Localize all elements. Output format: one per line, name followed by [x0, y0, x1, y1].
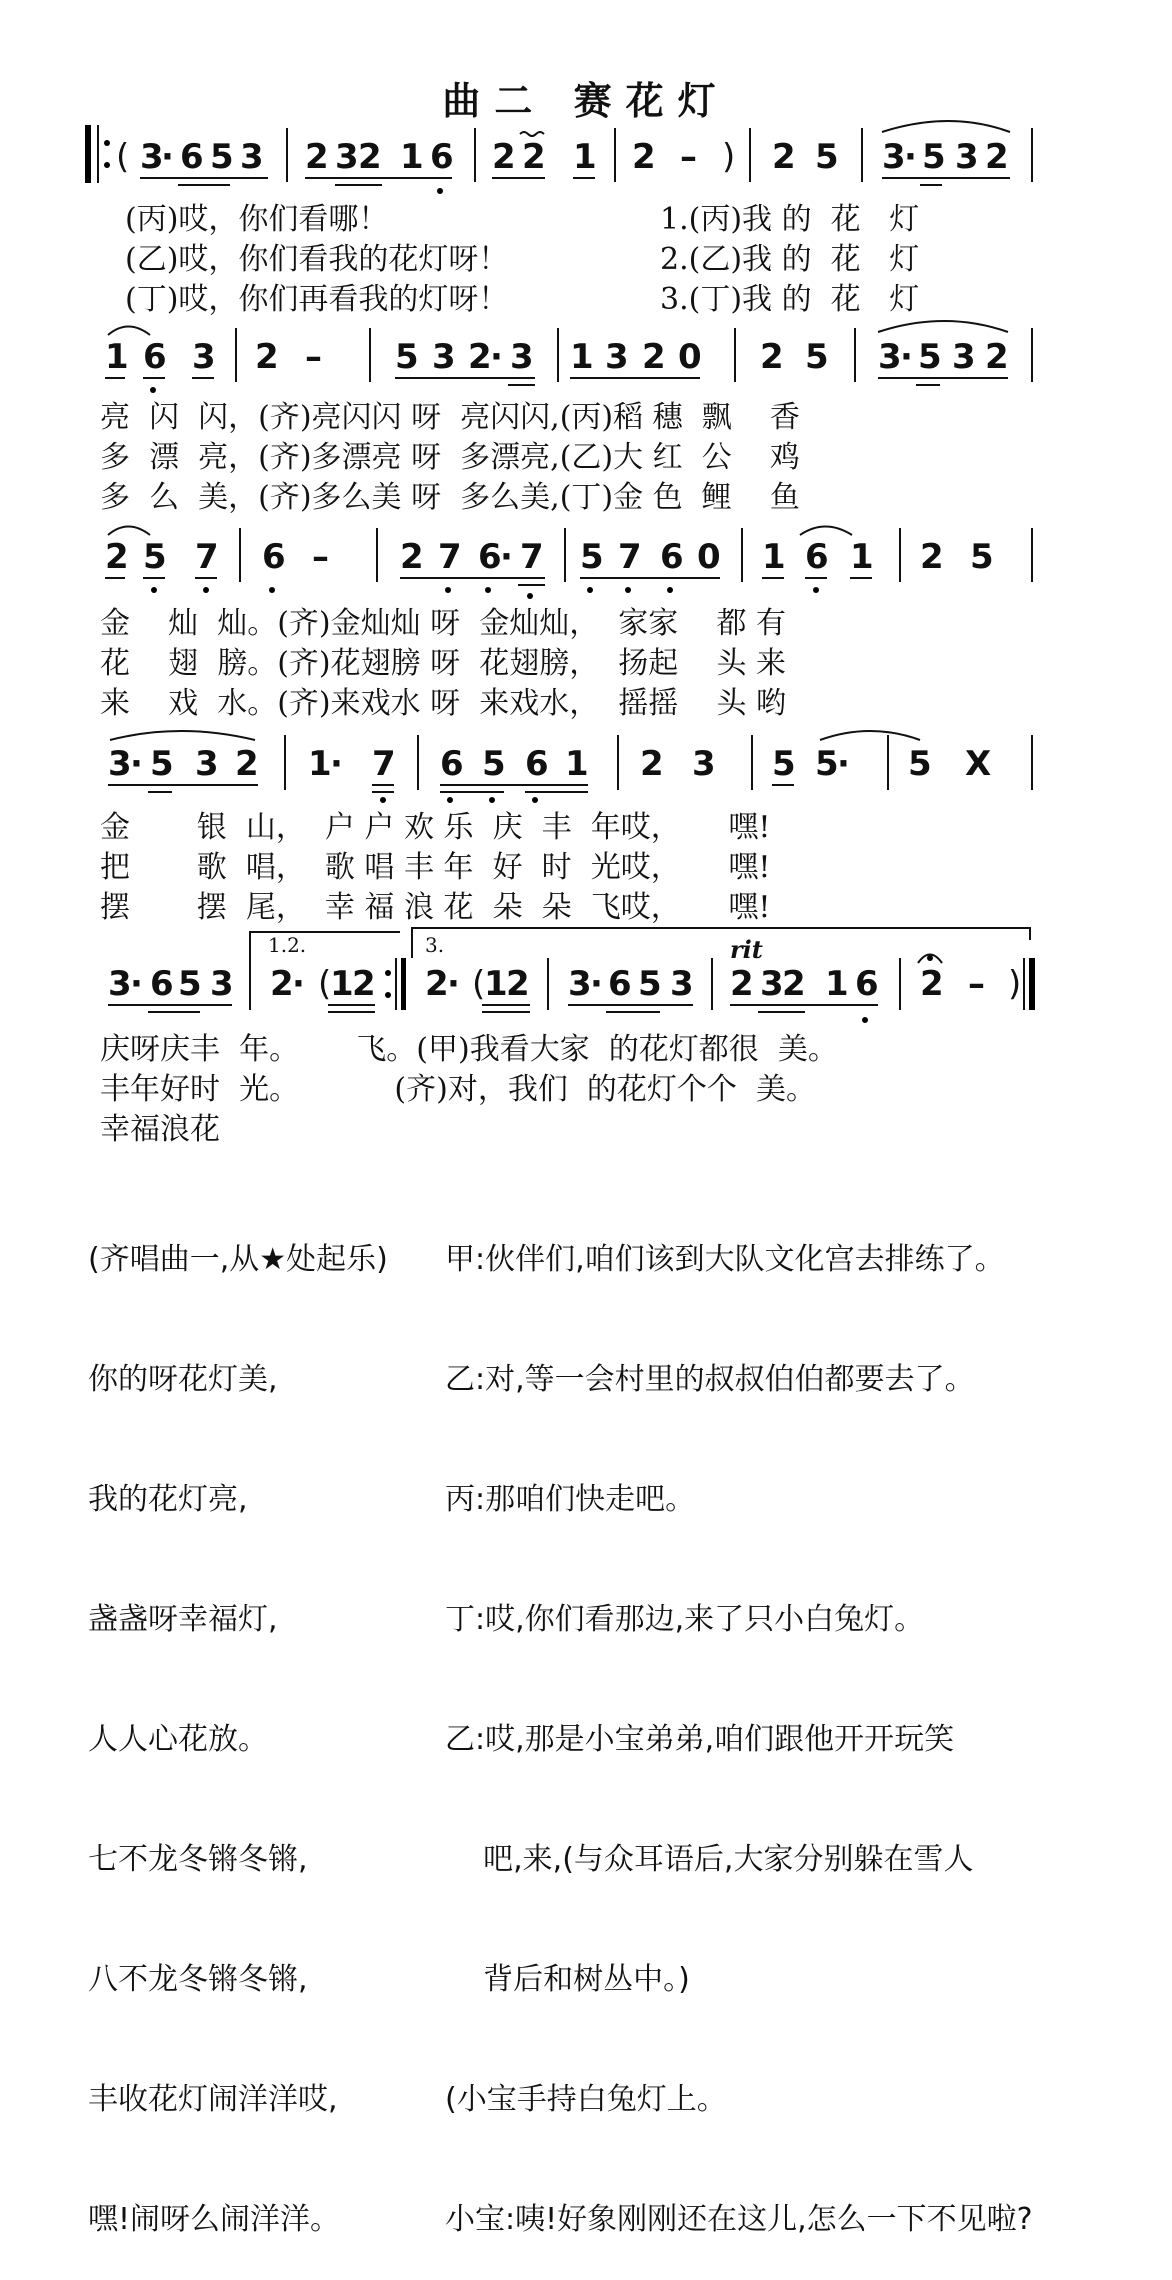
note: ·: [500, 537, 513, 577]
lyric-line: 金 银 山， 户 户 欢 乐 庆 丰 年哎， 嘿!: [100, 810, 771, 845]
note: 5: [482, 744, 506, 784]
note: 1: [400, 137, 424, 177]
text-line: 八不龙冬锵冬锵,: [88, 1962, 308, 1997]
lyric-line: 幸福浪花: [100, 1112, 220, 1147]
note: 5: [918, 337, 942, 377]
lyric-line: (乙)哎，你们看我的花灯呀！: [125, 242, 509, 277]
note: 2: [492, 137, 516, 177]
note: 3: [955, 137, 979, 177]
note: 3: [335, 137, 359, 177]
note: 5: [815, 744, 839, 784]
text-line: 丰收花灯闹洋洋哎,: [88, 2082, 338, 2117]
dialogue-column: [445, 1160, 1033, 2280]
note: 6: [805, 537, 829, 577]
note: 3: [605, 337, 629, 377]
note: (: [318, 964, 332, 1004]
text-line: (齐唱曲一,从★处起乐): [88, 1242, 388, 1277]
system-2: [105, 321, 1032, 393]
note: 3: [760, 964, 784, 1004]
note: (: [472, 964, 486, 1004]
note: 1: [570, 337, 594, 377]
note: 3: [210, 964, 234, 1004]
lyric-line: 摆 摆 尾， 幸 福 浪 花 朵 朵 飞哎， 嘿!: [100, 890, 771, 925]
note: 5: [922, 137, 946, 177]
note: 2: [522, 137, 546, 177]
chorus-lyrics-column: [88, 1160, 388, 2280]
note: 2: [105, 537, 129, 577]
note: 6: [143, 337, 167, 377]
text-line: 你的呀花灯美,: [88, 1362, 278, 1397]
text-line: 乙:哎,那是小宝弟弟,咱们跟他开开玩笑: [445, 1722, 955, 1757]
rit-mark: rit: [730, 935, 763, 964]
note: 2: [772, 137, 796, 177]
text-line: 乙:对,等一会村里的叔叔伯伯都要去了。: [445, 1362, 975, 1397]
note: 5: [772, 744, 796, 784]
text-line: 吧,来,(与众耳语后,大家分别躲在雪人: [445, 1842, 974, 1877]
text-line: 我的花灯亮,: [88, 1482, 248, 1517]
note: X: [965, 744, 992, 784]
note: 6: [440, 744, 464, 784]
text-line: 七不龙冬锵冬锵,: [88, 1842, 308, 1877]
note: 5: [143, 537, 167, 577]
text-line: 甲:伙伴们,咱们该到大队文化宫去排练了。: [445, 1242, 1005, 1277]
note: ·: [837, 744, 850, 784]
lyric-line: 亮 闪 闪，(齐)亮闪闪 呀 亮闪闪,(丙)稻 穗 飘 香: [100, 400, 800, 435]
note: 2: [640, 744, 664, 784]
note: 5: [815, 137, 839, 177]
note: 2: [468, 337, 492, 377]
note: ·: [292, 964, 305, 1004]
note: 3: [510, 337, 534, 377]
note: 7: [438, 537, 462, 577]
note: 1: [330, 964, 354, 1004]
note: 2: [425, 964, 449, 1004]
note: 1: [484, 964, 508, 1004]
lyric-line: 3.(丁)我 的 花 灯: [660, 282, 920, 317]
note: 3: [108, 964, 132, 1004]
lyric-line: (丁)哎，你们再看我的灯呀！: [125, 282, 509, 317]
note: 2: [270, 964, 294, 1004]
note: ·: [490, 337, 503, 377]
lyric-line: (丙)哎，你们看哪！: [125, 202, 389, 237]
note: 5: [178, 964, 202, 1004]
note: 3: [670, 964, 694, 1004]
note: 2: [985, 337, 1009, 377]
note: 5: [210, 137, 234, 177]
note: 3: [240, 137, 264, 177]
note: 1: [573, 137, 597, 177]
note: –: [305, 337, 322, 377]
note: 6: [430, 137, 454, 177]
note: ·: [904, 137, 917, 177]
note: 0: [697, 537, 721, 577]
note: 5: [970, 537, 994, 577]
text-line: 盏盏呀幸福灯,: [88, 1602, 278, 1637]
note: 2: [255, 337, 279, 377]
note: 3: [882, 137, 906, 177]
note: 2: [506, 964, 530, 1004]
note: 3: [140, 137, 164, 177]
note: 2: [920, 537, 944, 577]
note: 2: [782, 964, 806, 1004]
note: ·: [330, 744, 343, 784]
note: 3: [108, 744, 132, 784]
note: 2: [642, 337, 666, 377]
lyric-line: 来 戏 水。(齐)来戏水 呀 来戏水， 摇摇 头 哟: [100, 686, 786, 721]
note: ·: [130, 964, 143, 1004]
note: 3: [432, 337, 456, 377]
note: 6: [150, 964, 174, 1004]
note: 7: [195, 537, 219, 577]
text-line: 丁:哎,你们看那边,来了只小白兔灯。: [445, 1602, 925, 1637]
note: 6: [478, 537, 502, 577]
text-line: 丙:那咱们快走吧。: [445, 1482, 696, 1517]
lyric-line: 2.(乙)我 的 花 灯: [660, 242, 920, 277]
note: 3: [568, 964, 592, 1004]
note: ): [1008, 964, 1022, 1004]
system-5: [108, 928, 1035, 1023]
text-line: 人人心花放。: [88, 1722, 268, 1757]
note: 3: [195, 744, 219, 784]
note: 7: [618, 537, 642, 577]
note: 2: [632, 137, 656, 177]
note: 6: [660, 537, 684, 577]
note: 2: [235, 744, 259, 784]
volta-1-label: 1.2.: [268, 933, 307, 957]
text-line: 背后和树丛中。): [445, 1962, 690, 1997]
note: 3: [952, 337, 976, 377]
note: 6: [525, 744, 549, 784]
note: 5: [638, 964, 662, 1004]
lyric-line: 丰年好时 光。 (齐)对，我们 的花灯个个 美。: [100, 1072, 816, 1107]
note: 2: [920, 964, 944, 1004]
note: 5: [150, 744, 174, 784]
note: 2: [985, 137, 1009, 177]
note: 2: [305, 137, 329, 177]
note: 1: [850, 537, 874, 577]
note: 3: [878, 337, 902, 377]
note: 6: [608, 964, 632, 1004]
lyric-line: 花 翅 膀。(齐)花翅膀 呀 花翅膀， 扬起 头 来: [100, 646, 786, 681]
note: –: [312, 537, 329, 577]
note: 7: [372, 744, 396, 784]
note: ·: [590, 964, 603, 1004]
note: 1: [308, 744, 332, 784]
system-1: [85, 121, 1032, 194]
lyric-line: 金 灿 灿。(齐)金灿灿 呀 金灿灿， 家家 都 有: [100, 606, 786, 641]
lyric-line: 多 么 美，(齐)多么美 呀 多么美,(丁)金 色 鲤 鱼: [100, 480, 800, 515]
lyric-line: 多 漂 亮，(齐)多漂亮 呀 多漂亮,(乙)大 红 公 鸡: [100, 440, 800, 475]
note: –: [968, 964, 985, 1004]
note: 6: [855, 964, 879, 1004]
note: ·: [447, 964, 460, 1004]
note: 0: [678, 337, 702, 377]
note: 2: [352, 964, 376, 1004]
note: 2: [400, 537, 424, 577]
lyric-line: 把 歌 唱， 歌 唱 丰 年 好 时 光哎， 嘿!: [100, 850, 771, 885]
note: 1: [565, 744, 589, 784]
note: (: [116, 137, 130, 177]
lyric-line: 1.(丙)我 的 花 灯: [660, 202, 920, 237]
note: 1: [825, 964, 849, 1004]
note: 2: [760, 337, 784, 377]
note: 3: [192, 337, 216, 377]
note: 2: [730, 964, 754, 1004]
note: 7: [520, 537, 544, 577]
note: ·: [130, 744, 143, 784]
note: 1: [105, 337, 129, 377]
text-line: 小宝:咦!好象刚刚还在这儿,怎么一下不见啦?: [445, 2202, 1033, 2237]
note: 3: [692, 744, 716, 784]
note: –: [680, 137, 697, 177]
note: 5: [908, 744, 932, 784]
song-title: 曲二 赛花灯: [442, 79, 730, 123]
note: 5: [805, 337, 829, 377]
note: 1: [762, 537, 786, 577]
note: ): [722, 137, 736, 177]
note: 2: [358, 137, 382, 177]
lyric-line: 庆呀庆丰 年。 飞。(甲)我看大家 的花灯都很 美。: [100, 1032, 838, 1067]
volta-2-label: 3.: [425, 933, 445, 957]
note: 6: [262, 537, 286, 577]
text-line: 嘿!闹呀么闹洋洋。: [88, 2202, 341, 2237]
system-3: [105, 527, 1032, 600]
note: 6: [180, 137, 204, 177]
note: ·: [161, 137, 174, 177]
note: ·: [900, 337, 913, 377]
system-4: [108, 731, 1032, 803]
note: 5: [580, 537, 604, 577]
note: 5: [395, 337, 419, 377]
text-line: (小宝手持白兔灯上。: [445, 2082, 727, 2117]
